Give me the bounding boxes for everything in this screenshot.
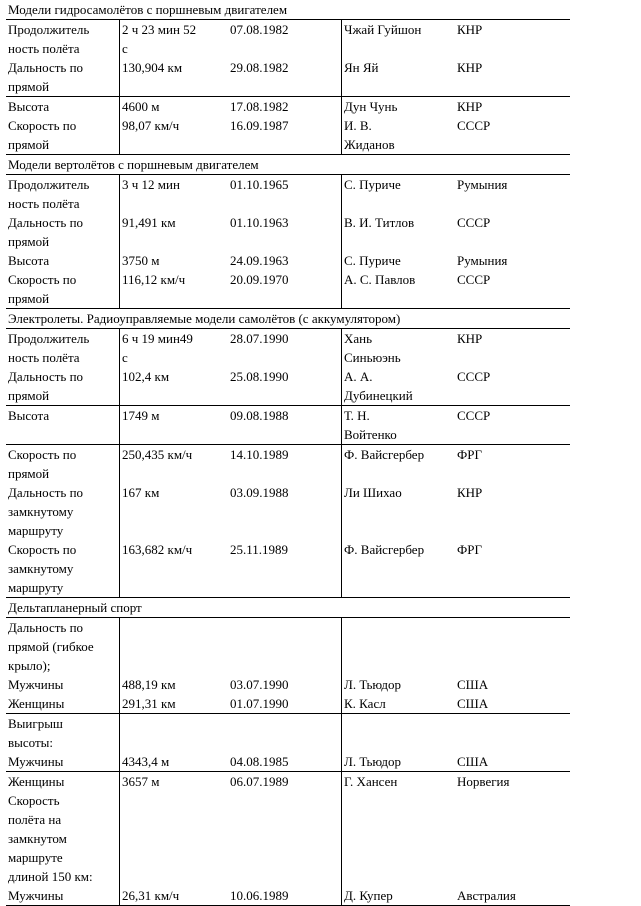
date-cell: 04.08.1985: [228, 752, 342, 771]
date-cell: [228, 791, 342, 886]
result-cell: 3657 м: [122, 774, 160, 789]
date-cell: 01.10.1963: [228, 213, 342, 251]
country-cell: Австралия: [457, 888, 516, 903]
record-row: [6, 20, 570, 58]
record-group: [6, 618, 570, 714]
result-cell: 2 ч 23 мин 52 с: [122, 22, 197, 56]
country-cell: [455, 618, 570, 675]
discipline-cell: Продолжитель ность полёта: [6, 20, 120, 58]
athlete-cell: А. А. Дубинецкий: [344, 369, 413, 403]
record-row: [6, 329, 570, 367]
record-row: [6, 675, 570, 694]
record-row: [6, 213, 570, 251]
discipline-cell: Скорость по прямой: [6, 445, 120, 483]
record-row: [6, 772, 570, 791]
athlete-cell: Л. Тьюдор: [344, 754, 402, 769]
result-cell: 6 ч 19 мин49 с: [122, 331, 193, 365]
country-cell: КНР: [457, 99, 483, 114]
records-table: [6, 0, 570, 906]
section-title: Дельтапланерный спорт: [6, 598, 570, 618]
athlete-cell: Д. Купер: [344, 888, 393, 903]
discipline-cell: Мужчины: [6, 675, 120, 694]
section-title: Электролеты. Радиоуправляемые модели самолётов (с аккумулятором): [6, 309, 570, 329]
result-cell: 167 км: [122, 485, 160, 500]
date-cell: 09.08.1988: [228, 406, 342, 444]
date-cell: [228, 618, 342, 675]
section-title: Модели гидросамолётов с поршневым двигателем: [6, 0, 570, 20]
discipline-cell: Женщины: [6, 694, 120, 713]
record-group: [6, 445, 570, 598]
date-cell: 28.07.1990: [228, 329, 342, 367]
athlete-cell: Ли Шихао: [344, 485, 402, 500]
record-row: [6, 58, 570, 96]
athlete-cell: К. Касл: [344, 696, 386, 711]
date-cell: 01.07.1990: [228, 694, 342, 713]
date-cell: 20.09.1970: [228, 270, 342, 308]
result-cell: 102,4 км: [122, 369, 170, 384]
discipline-cell: Высота: [6, 97, 120, 116]
record-row: [6, 886, 570, 905]
record-group: [6, 97, 570, 155]
result-cell: 4343,4 м: [122, 754, 170, 769]
date-cell: 03.09.1988: [228, 483, 342, 540]
result-cell: 250,435 км/ч: [122, 447, 193, 462]
result-cell: 291,31 км: [122, 696, 176, 711]
discipline-cell: Дальность по прямой: [6, 367, 120, 405]
discipline-cell: Дальность по прямой: [6, 58, 120, 96]
result-cell: 488,19 км: [122, 677, 176, 692]
country-cell: СССР: [457, 272, 491, 287]
date-cell: 01.10.1965: [228, 175, 342, 213]
country-cell: США: [457, 677, 489, 692]
date-cell: 03.07.1990: [228, 675, 342, 694]
country-cell: [455, 791, 570, 886]
record-row: [6, 540, 570, 597]
athlete-cell: Ф. Вайсгербер: [344, 542, 425, 557]
result-cell: [120, 618, 228, 675]
athlete-cell: Хань Синьюэнь: [344, 331, 401, 365]
athlete-cell: И. В. Жиданов: [344, 118, 395, 152]
record-row: [6, 694, 570, 713]
record-group: [6, 406, 570, 445]
country-cell: ФРГ: [457, 447, 483, 462]
discipline-cell: Дальность по прямой (гибкое крыло);: [6, 618, 120, 675]
discipline-cell: Высота: [6, 251, 120, 270]
discipline-cell: Дальность по замкнутому маршруту: [6, 483, 120, 540]
record-group: [6, 772, 570, 906]
date-cell: 29.08.1982: [228, 58, 342, 96]
discipline-cell: Выигрыш высоты:: [6, 714, 120, 752]
country-cell: КНР: [457, 60, 483, 75]
date-cell: 10.06.1989: [228, 886, 342, 905]
country-cell: СССР: [457, 118, 491, 133]
athlete-cell: А. С. Павлов: [344, 272, 416, 287]
athlete-cell: [342, 791, 455, 886]
discipline-cell: Высота: [6, 406, 120, 444]
result-cell: 3750 м: [122, 253, 160, 268]
discipline-cell: Дальность по прямой: [6, 213, 120, 251]
athlete-cell: Т. Н. Войтенко: [344, 408, 397, 442]
country-cell: Румыния: [457, 177, 508, 192]
record-row: [6, 714, 570, 752]
country-cell: СССР: [457, 408, 491, 423]
result-cell: 91,491 км: [122, 215, 176, 230]
country-cell: Норвегия: [457, 774, 510, 789]
result-cell: [120, 791, 228, 886]
discipline-cell: Скорость полёта на замкнутом маршруте длиной 150 км:: [6, 791, 120, 886]
record-row: [6, 791, 570, 886]
discipline-cell: Продолжитель ность полёта: [6, 175, 120, 213]
result-cell: 3 ч 12 мин: [122, 177, 180, 192]
country-cell: СССР: [457, 215, 491, 230]
date-cell: 24.09.1963: [228, 251, 342, 270]
date-cell: [228, 714, 342, 752]
record-row: [6, 618, 570, 675]
country-cell: Румыния: [457, 253, 508, 268]
record-row: [6, 483, 570, 540]
date-cell: 07.08.1982: [228, 20, 342, 58]
record-group: [6, 714, 570, 772]
date-cell: 16.09.1987: [228, 116, 342, 154]
athlete-cell: С. Пуриче: [344, 253, 401, 268]
record-row: [6, 116, 570, 154]
discipline-cell: Скорость по прямой: [6, 270, 120, 308]
result-cell: 4600 м: [122, 99, 160, 114]
discipline-cell: Скорость по замкнутому маршруту: [6, 540, 120, 597]
athlete-cell: Г. Хансен: [344, 774, 398, 789]
record-row: [6, 251, 570, 270]
result-cell: 116,12 км/ч: [122, 272, 186, 287]
discipline-cell: Женщины: [6, 772, 120, 791]
result-cell: 130,904 км: [122, 60, 183, 75]
record-row: [6, 406, 570, 444]
discipline-cell: Продолжитель ность полёта: [6, 329, 120, 367]
result-cell: 1749 м: [122, 408, 160, 423]
country-cell: США: [457, 696, 489, 711]
date-cell: 06.07.1989: [228, 772, 342, 791]
athlete-cell: Ян Яй: [344, 60, 379, 75]
athlete-cell: Л. Тьюдор: [344, 677, 402, 692]
record-row: [6, 175, 570, 213]
record-row: [6, 752, 570, 771]
athlete-cell: В. И. Титлов: [344, 215, 415, 230]
record-group: [6, 175, 570, 309]
record-row: [6, 445, 570, 483]
athlete-cell: [342, 618, 455, 675]
athlete-cell: Чжай Гуйшон: [344, 22, 422, 37]
record-group: [6, 20, 570, 97]
country-cell: КНР: [457, 22, 483, 37]
athlete-cell: С. Пуриче: [344, 177, 401, 192]
date-cell: 25.08.1990: [228, 367, 342, 405]
country-cell: КНР: [457, 485, 483, 500]
discipline-cell: Мужчины: [6, 752, 120, 771]
date-cell: 14.10.1989: [228, 445, 342, 483]
date-cell: 17.08.1982: [228, 97, 342, 116]
athlete-cell: Дун Чунь: [344, 99, 398, 114]
discipline-cell: Мужчины: [6, 886, 120, 905]
country-cell: США: [457, 754, 489, 769]
athlete-cell: Ф. Вайсгербер: [344, 447, 425, 462]
result-cell: 163,682 км/ч: [122, 542, 193, 557]
country-cell: ФРГ: [457, 542, 483, 557]
country-cell: [455, 714, 570, 752]
record-group: [6, 329, 570, 406]
country-cell: КНР: [457, 331, 483, 346]
record-row: [6, 97, 570, 116]
result-cell: [120, 714, 228, 752]
athlete-cell: [342, 714, 455, 752]
result-cell: 26,31 км/ч: [122, 888, 180, 903]
record-row: [6, 367, 570, 405]
discipline-cell: Скорость по прямой: [6, 116, 120, 154]
section-title: Модели вертолётов с поршневым двигателем: [6, 155, 570, 175]
date-cell: 25.11.1989: [228, 540, 342, 597]
country-cell: СССР: [457, 369, 491, 384]
result-cell: 98,07 км/ч: [122, 118, 180, 133]
record-row: [6, 270, 570, 308]
